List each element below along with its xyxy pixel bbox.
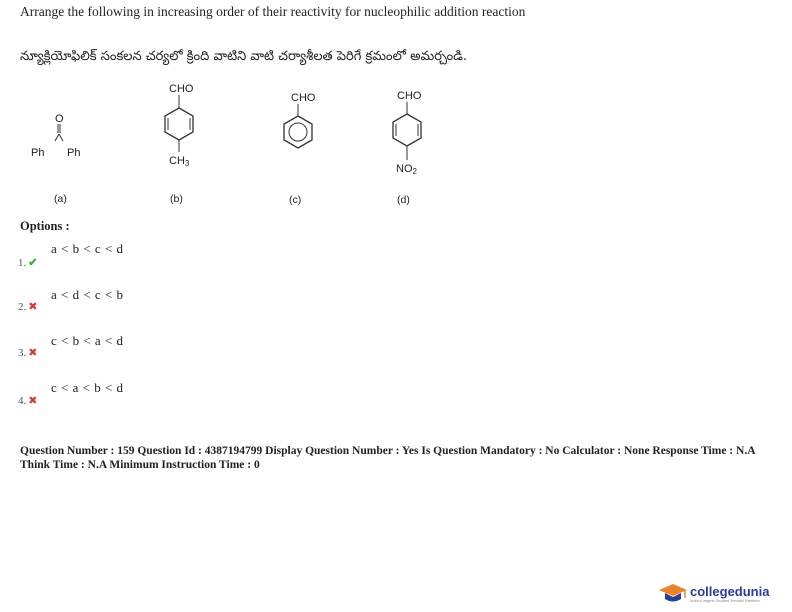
wrong-cross-icon: ✖	[28, 301, 38, 313]
no2-label: NO	[396, 163, 413, 175]
logo-tagline: India's largest Student Review Platform	[690, 597, 760, 603]
cho-label-b: CHO	[169, 83, 194, 95]
option-3-number: 3. ✖	[18, 347, 38, 359]
question-text-telugu: న్యూక్లియోఫిలిక్ సంకలన చర్యలో క్రింది వాటిని వాటి చర్యాశీలత పెరిగే క్రమంలో అమర్చండి.	[20, 49, 467, 64]
option-2-number: 2. ✖	[18, 301, 38, 313]
option-1-text[interactable]: a < b < c < d	[51, 241, 124, 256]
question-text-english: Arrange the following in increasing order of their reactivity for nucleophilic addition reaction	[20, 4, 526, 19]
question-meta: Question Number : 159 Question Id : 4387194799 Display Question Number : Yes Is Question Mandatory : No Calculator : None Response Time : N.A Think Time : N.A Minimum Instruction Time : 0	[20, 445, 755, 471]
option-2-text[interactable]: a < d < c < b	[51, 287, 124, 302]
svg-text:NO2	[396, 163, 418, 176]
option-4-number: 4. ✖	[18, 395, 38, 407]
carbonyl-oxygen-label: O	[55, 113, 64, 125]
cho-label-c: CHO	[291, 92, 316, 104]
phenyl-left-label: Ph	[31, 147, 45, 159]
ch3-subscript: 3	[184, 159, 190, 168]
label-b: (b)	[170, 193, 183, 205]
option-3-text[interactable]: c < b < a < d	[51, 333, 124, 348]
graduation-cap-icon	[658, 582, 688, 606]
wrong-cross-icon: ✖	[28, 395, 38, 407]
label-c: (c)	[289, 194, 302, 206]
logo-name: collegedunia	[690, 583, 770, 599]
structure-c	[284, 92, 316, 206]
no2-subscript: 2	[412, 167, 417, 176]
wrong-cross-icon: ✖	[28, 347, 38, 359]
options-heading: Options :	[20, 219, 70, 233]
structures-figure	[0, 74, 792, 214]
structure-a	[31, 113, 80, 205]
ch3-label: CH	[169, 155, 185, 167]
label-d: (d)	[397, 194, 410, 206]
label-a: (a)	[54, 193, 67, 205]
correct-check-icon: ✔	[28, 257, 38, 269]
phenyl-right-label: Ph	[67, 147, 81, 159]
option-4-text[interactable]: c < a < b < d	[51, 380, 124, 395]
cho-label-d: CHO	[397, 90, 422, 102]
collegedunia-logo[interactable]	[658, 582, 769, 606]
structure-b	[165, 83, 194, 205]
structure-d	[393, 90, 422, 206]
option-1-number: 1. ✔	[18, 257, 38, 269]
svg-text:CH3	[169, 155, 190, 168]
